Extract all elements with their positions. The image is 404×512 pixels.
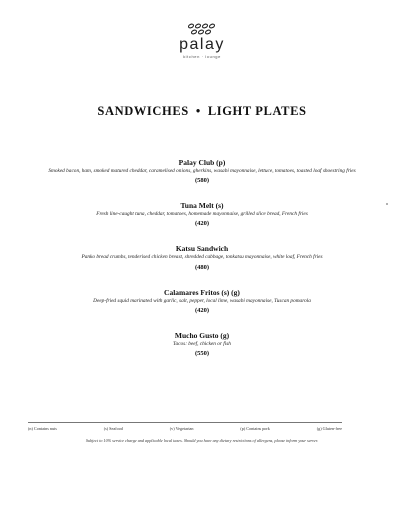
rice-grain-logo-icon <box>185 22 219 36</box>
menu-item-name: Palay Club (p) <box>178 158 226 167</box>
service-charge-note: Subject to 10% service charge and applicable local taxes. Should you have any dietary restrictions of allergens, please inform your server. <box>85 438 319 443</box>
menu-item-price: (550) <box>194 350 210 358</box>
scan-speck <box>386 203 388 205</box>
menu-item-name: Calamares Fritos (s) (g) <box>164 287 240 297</box>
section-title <box>0 104 404 119</box>
menu-item <box>0 244 404 272</box>
brand-name: palay <box>179 36 225 53</box>
menu-item-price: (480) <box>194 263 210 271</box>
menu-item <box>0 288 404 316</box>
menu-item-description: Smoked bacon, ham, smoked matured cheddar, caramelised onions, gherkins, wasabi mayonnaise, lettuce, tomatoes, toasted loaf shoestring fries <box>48 168 356 174</box>
menu-item-price: (580) <box>194 177 210 185</box>
section-title-light-plates: LIGHT PLATES <box>207 104 307 118</box>
menu-item-description: Panko bread crumbs, tenderised chicken breast, shredded cabbage, tonkatsu mayonnaise, white loaf, French fries <box>81 254 323 261</box>
dietary-legend <box>28 422 342 431</box>
legend-item-seafood: (s) Seafood <box>103 426 123 431</box>
menu-item <box>0 158 404 186</box>
legend-item-vegetarian: (v) Vegetarian <box>169 426 194 431</box>
brand-logo <box>0 22 404 60</box>
menu-items <box>0 158 404 374</box>
menu-item-description: Fresh line-caught tuna, cheddar, tomatoes, homemade mayonnaise, grilled slice bread, French fries <box>96 211 308 218</box>
menu-item-price: (420) <box>194 220 210 228</box>
menu-item-name: Mucho Gusto (g) <box>174 330 230 340</box>
legend-item-nuts: (n) Contains nuts <box>28 426 57 431</box>
brand-tagline: kitchen · lounge <box>183 54 221 59</box>
legend-item-gluten-free: (g) Gluten-free <box>316 426 342 431</box>
menu-item-description: Tacos: beef, chicken or fish <box>173 340 231 347</box>
menu-item-name: Katsu Sandwich <box>175 244 229 254</box>
menu-item <box>0 331 404 359</box>
menu-item-description: Deep-fried squid marinated with garlic, salt, pepper, local lime, wasabi mayonnaise, Tuscan pomarola <box>93 297 311 304</box>
section-title-sandwiches: SANDWICHES <box>97 104 189 118</box>
legend-item-pork: (p) Contains pork <box>240 426 270 431</box>
menu-item <box>0 201 404 229</box>
menu-item-price: (420) <box>194 306 210 314</box>
menu-item-name: Tuna Melt (s) <box>180 201 224 211</box>
section-title-separator: • <box>195 104 201 118</box>
